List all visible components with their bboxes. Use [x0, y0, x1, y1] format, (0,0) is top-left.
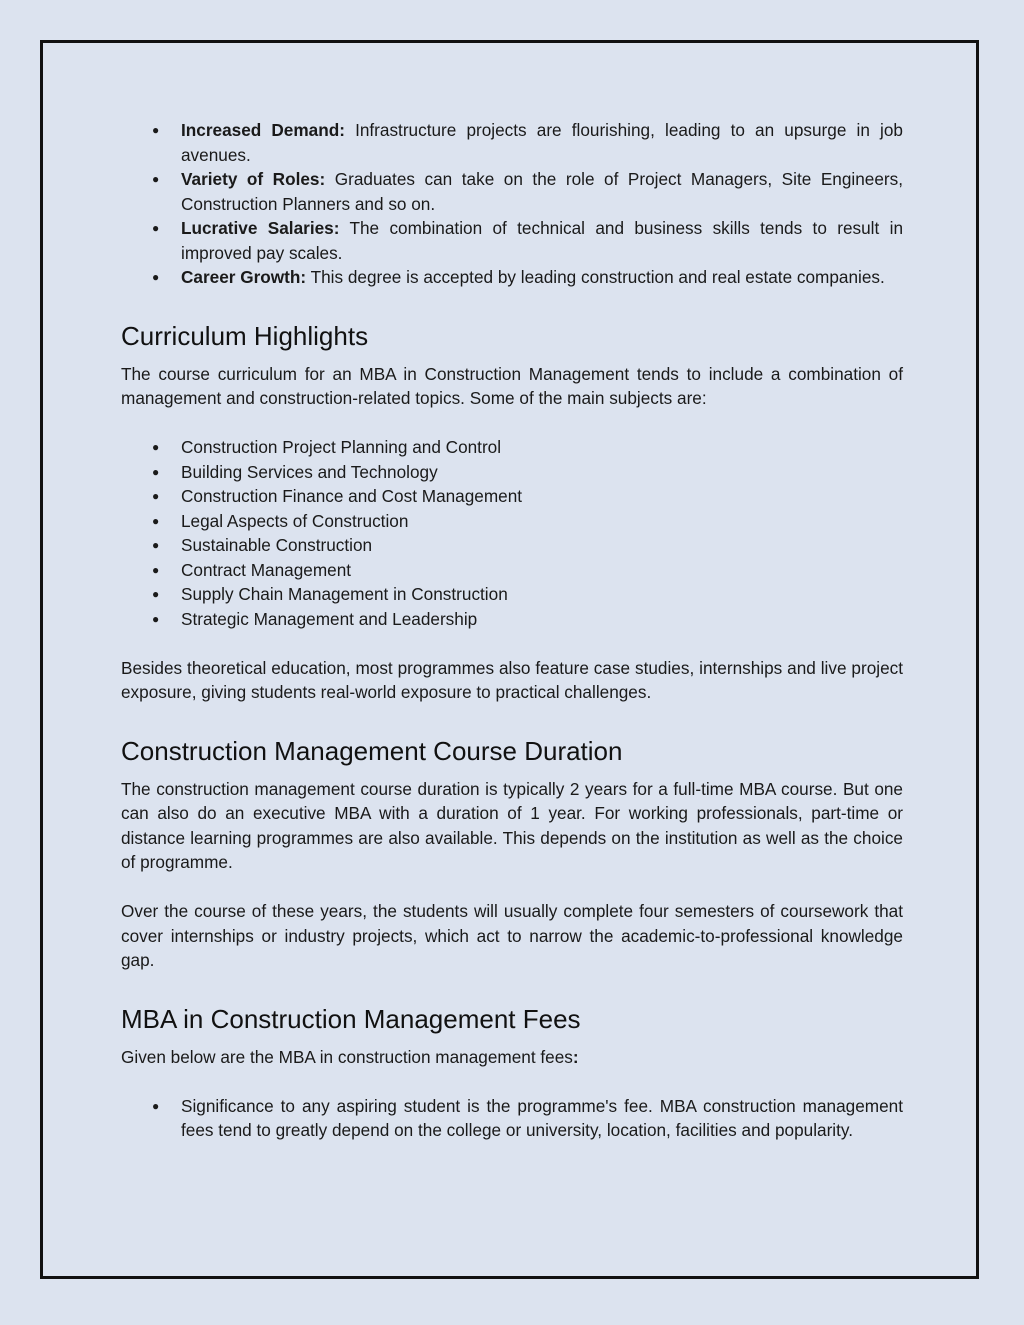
curriculum-outro: Besides theoretical education, most programmes also feature case studies, internships and live project exposure, giving students real-world exposure to practical challenges.: [121, 657, 903, 702]
list-item: ● Significance to any aspiring student is the programme's fee. MBA construction management fees tend to greatly depend on the college or university, location, facilities and popularity.: [181, 1094, 903, 1143]
duration-paragraph: The construction management course duration is typically 2 years for a full-time MBA course. But one can also do an executive MBA with a duration of 1 year. For working professionals, part-time or distance learning programmes are also available. This depends on the institution as well as the choice of programme.: [121, 778, 903, 872]
list-item: ● Construction Finance and Cost Management: [181, 484, 903, 509]
fees-intro-colon: :: [572, 1046, 579, 1067]
curriculum-heading: Curriculum Highlights: [121, 320, 369, 351]
list-item: [181, 216, 903, 265]
fees-intro-text: Given below are the MBA in construction management fees: [121, 1046, 573, 1067]
subjects-list: [121, 435, 903, 631]
benefit-text: The combination of technical and business skills tends to result in improved pay scales.: [181, 218, 903, 263]
list-item: ● Sustainable Construction: [181, 533, 903, 558]
list-item: [181, 265, 903, 290]
fees-list: [121, 1094, 903, 1143]
list-item: [181, 167, 903, 216]
fees-intro: [121, 1045, 903, 1070]
benefit-text: Graduates can take on the role of Project Managers, Site Engineers, Construction Planners and so on.: [181, 169, 903, 214]
benefit-term: Increased Demand:: [181, 120, 345, 140]
benefit-text: This degree is accepted by leading construction and real estate companies.: [306, 267, 885, 287]
benefit-text: Infrastructure projects are flourishing, leading to an upsurge in job avenues.: [181, 120, 903, 165]
list-item: ● Contract Management: [181, 558, 903, 583]
benefit-term: Career Growth:: [181, 267, 307, 287]
fees-heading: MBA in Construction Management Fees: [121, 1003, 581, 1034]
benefits-list: [121, 118, 903, 290]
benefit-term: Lucrative Salaries:: [181, 218, 340, 238]
curriculum-intro: The course curriculum for an MBA in Construction Management tends to include a combination of management and construction-related topics. Some of the main subjects are:: [121, 363, 903, 408]
list-item: ● Legal Aspects of Construction: [181, 509, 903, 534]
list-item: ● Construction Project Planning and Control: [181, 435, 903, 460]
list-item: [181, 118, 903, 167]
document-body: [121, 118, 903, 1143]
benefit-term: Variety of Roles:: [181, 169, 326, 189]
duration-heading: Construction Management Course Duration: [121, 735, 623, 766]
list-item: ● Supply Chain Management in Construction: [181, 582, 903, 607]
list-item: ● Strategic Management and Leadership: [181, 607, 903, 632]
duration-paragraph: Over the course of these years, the students will usually complete four semesters of coursework that cover internships or industry projects, which act to narrow the academic-to-professional knowledge gap.: [121, 901, 903, 970]
list-item: ● Building Services and Technology: [181, 460, 903, 485]
